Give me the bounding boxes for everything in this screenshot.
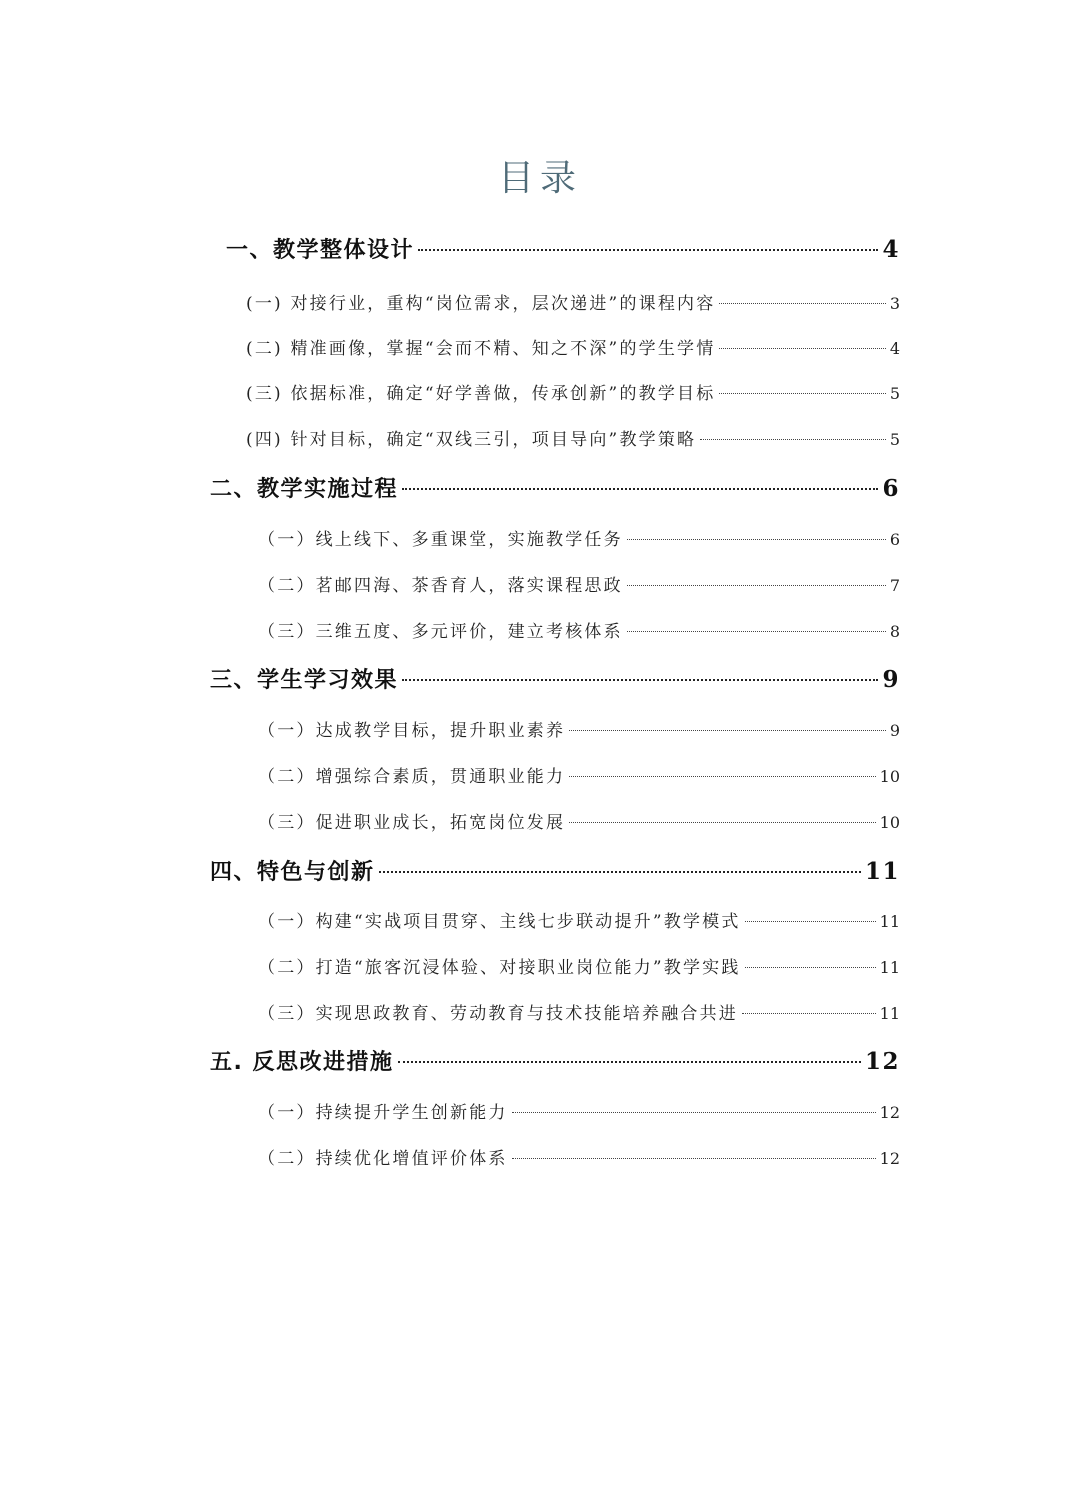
toc-chapter-label: 四、特色与创新 bbox=[210, 860, 375, 885]
toc-section-label: （一）持续提升学生创新能力 bbox=[258, 1103, 508, 1123]
dot-leader bbox=[745, 967, 876, 968]
dot-leader bbox=[742, 1013, 876, 1014]
toc-page-number: 3 bbox=[889, 294, 900, 313]
toc-chapter-label: 三、学生学习效果 bbox=[210, 668, 399, 693]
toc-page-number: 5 bbox=[889, 430, 900, 449]
toc-page-number: 7 bbox=[889, 576, 900, 595]
toc-section-label: （三）三维五度、多元评价，建立考核体系 bbox=[258, 622, 623, 642]
toc-chapter-3[interactable] bbox=[210, 663, 900, 694]
toc-section-3-3[interactable] bbox=[258, 808, 900, 833]
toc-chapter-2[interactable] bbox=[210, 472, 900, 503]
toc-page-number: 11 bbox=[879, 958, 900, 977]
toc-section-4-1[interactable] bbox=[258, 907, 900, 932]
dot-leader bbox=[512, 1112, 876, 1113]
toc-section-label: （二）打造“旅客沉浸体验、对接职业岗位能力”教学实践 bbox=[258, 958, 741, 978]
toc-page-number: 12 bbox=[864, 1048, 900, 1075]
toc-chapter-label: 二、教学实施过程 bbox=[210, 477, 399, 502]
toc-page-number: 11 bbox=[879, 1004, 900, 1023]
toc-section-label: (一) 对接行业，重构“岗位需求，层次递进”的课程内容 bbox=[246, 294, 716, 314]
toc-page-number: 12 bbox=[879, 1103, 900, 1122]
toc-section-2-3[interactable] bbox=[258, 617, 900, 642]
toc-chapter-label: 一、教学整体设计 bbox=[226, 238, 415, 263]
toc-section-1-3[interactable] bbox=[246, 379, 900, 404]
toc-page-number: 11 bbox=[864, 858, 900, 885]
dot-leader bbox=[569, 776, 875, 777]
toc-section-4-3[interactable] bbox=[258, 999, 900, 1024]
toc-section-label: （二）茗邮四海、茶香育人，落实课程思政 bbox=[258, 576, 623, 596]
toc-page-number: 6 bbox=[882, 475, 900, 502]
toc-page-number: 6 bbox=[889, 530, 900, 549]
toc-section-3-2[interactable] bbox=[258, 762, 900, 787]
dot-leader bbox=[402, 488, 878, 490]
dot-leader bbox=[627, 539, 886, 540]
toc-chapter-5[interactable] bbox=[210, 1045, 900, 1076]
toc-chapter-label: 五. 反思改进措施 bbox=[210, 1050, 394, 1075]
toc-page-number: 8 bbox=[889, 622, 900, 641]
toc-section-3-1[interactable] bbox=[258, 716, 900, 741]
toc-section-label: (三) 依据标准，确定“好学善做，传承创新”的教学目标 bbox=[246, 384, 716, 404]
dot-leader bbox=[379, 871, 861, 873]
dot-leader bbox=[418, 249, 878, 251]
toc-section-label: (四) 针对目标，确定“双线三引，项目导向”教学策略 bbox=[246, 430, 697, 450]
toc-section-1-2[interactable] bbox=[246, 334, 900, 359]
toc-section-2-2[interactable] bbox=[258, 571, 900, 596]
toc-page-number: 11 bbox=[879, 912, 900, 931]
toc-section-label: （三）促进职业成长，拓宽岗位发展 bbox=[258, 813, 566, 833]
toc-page-number: 5 bbox=[889, 384, 900, 403]
dot-leader bbox=[402, 679, 878, 681]
toc-section-label: （一）构建“实战项目贯穿、主线七步联动提升”教学模式 bbox=[258, 912, 741, 932]
toc-section-5-1[interactable] bbox=[258, 1098, 900, 1123]
toc-page-number: 10 bbox=[879, 813, 900, 832]
toc-section-2-1[interactable] bbox=[258, 525, 900, 550]
toc-page-number: 9 bbox=[889, 721, 900, 740]
dot-leader bbox=[719, 303, 885, 304]
toc-section-label: （三）实现思政教育、劳动教育与技术技能培养融合共进 bbox=[258, 1004, 738, 1024]
dot-leader bbox=[745, 921, 876, 922]
dot-leader bbox=[627, 631, 886, 632]
toc-section-5-2[interactable] bbox=[258, 1144, 900, 1169]
dot-leader bbox=[700, 439, 886, 440]
dot-leader bbox=[512, 1158, 876, 1159]
toc-chapter-4[interactable] bbox=[210, 855, 900, 886]
dot-leader bbox=[569, 822, 875, 823]
toc-page-number: 4 bbox=[889, 339, 900, 358]
page-title: 目录 bbox=[497, 158, 582, 199]
toc-section-1-1[interactable] bbox=[246, 289, 900, 314]
toc-page-number: 9 bbox=[882, 666, 900, 693]
toc-section-4-2[interactable] bbox=[258, 953, 900, 978]
dot-leader bbox=[719, 348, 885, 349]
toc-section-label: （一）线上线下、多重课堂，实施教学任务 bbox=[258, 530, 623, 550]
dot-leader bbox=[398, 1061, 861, 1063]
toc-chapter-1[interactable] bbox=[226, 233, 900, 264]
toc-section-label: （二）持续优化增值评价体系 bbox=[258, 1149, 508, 1169]
toc-page-number: 10 bbox=[879, 767, 900, 786]
toc-section-1-4[interactable] bbox=[246, 425, 900, 450]
toc-page-number: 4 bbox=[882, 236, 900, 263]
dot-leader bbox=[719, 393, 885, 394]
toc-section-label: （二）增强综合素质，贯通职业能力 bbox=[258, 767, 566, 787]
dot-leader bbox=[627, 585, 886, 586]
toc-section-label: (二) 精准画像，掌握“会而不精、知之不深”的学生学情 bbox=[246, 339, 716, 359]
toc-section-label: （一）达成教学目标，提升职业素养 bbox=[258, 721, 566, 741]
dot-leader bbox=[569, 730, 886, 731]
toc-page-number: 12 bbox=[879, 1149, 900, 1168]
